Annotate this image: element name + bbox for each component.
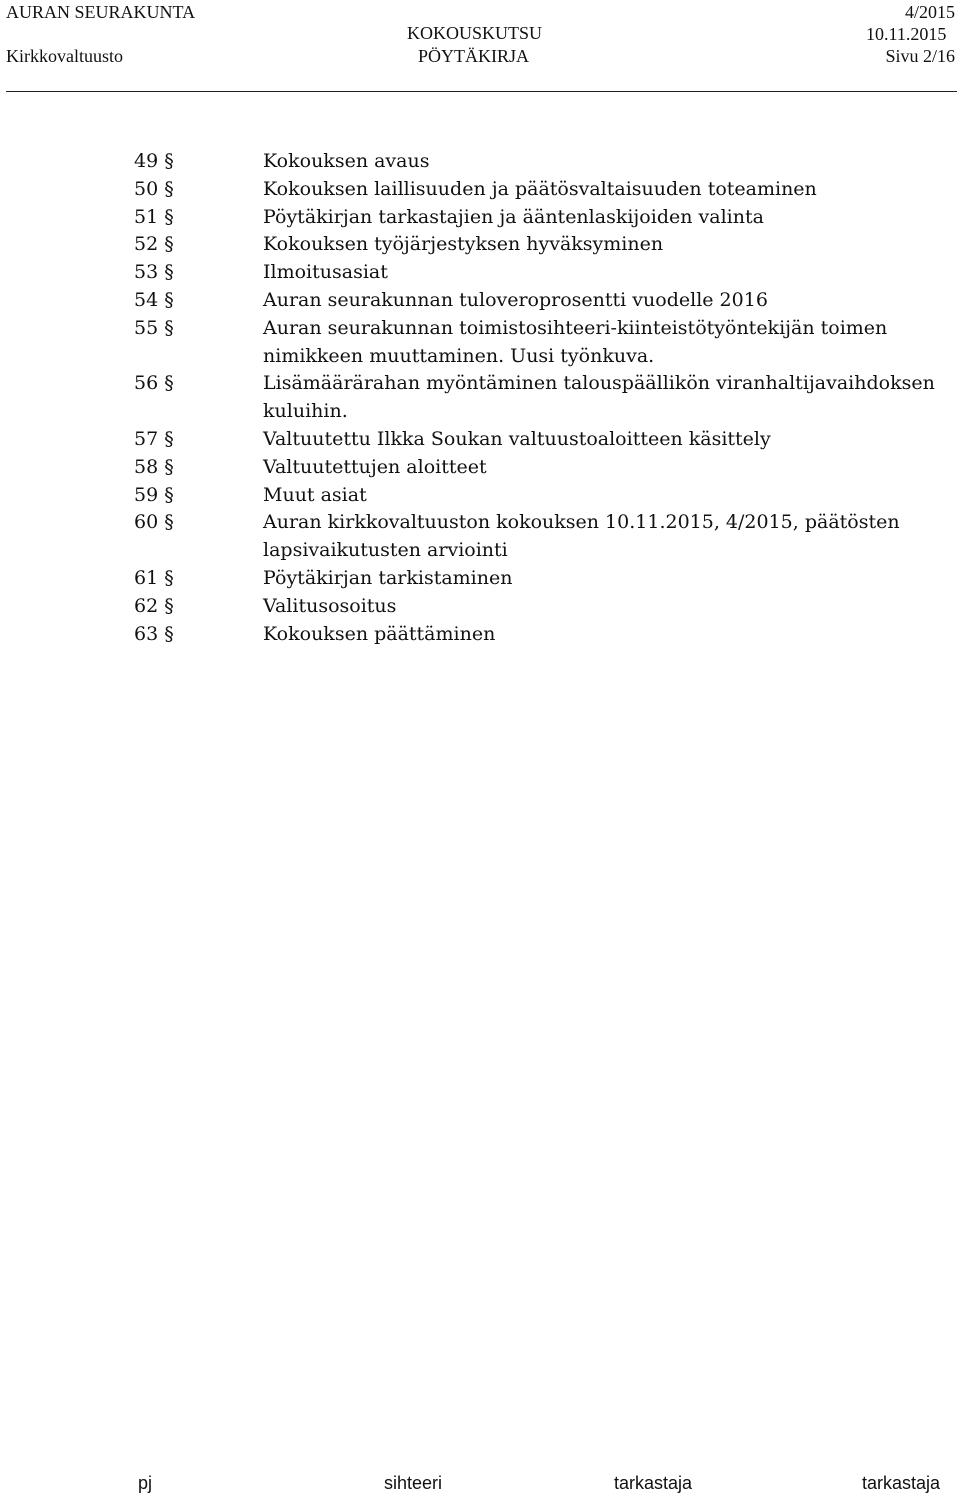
agenda-item	[0, 148, 960, 176]
agenda-item	[0, 259, 960, 287]
agenda-item-title: Ilmoitusasiat	[263, 261, 388, 284]
agenda-item	[0, 593, 960, 621]
agenda-item	[0, 454, 960, 482]
chair-signature-label: pj	[138, 1473, 153, 1493]
agenda-section-number: 51 §	[134, 205, 174, 228]
agenda-item	[0, 204, 960, 232]
agenda-item-title: Lisämäärärahan myöntäminen talouspäällikön viranhaltijavaihdoksen kuluihin.	[263, 372, 935, 423]
agenda-section-number: 57 §	[134, 427, 174, 450]
agenda-item	[0, 176, 960, 204]
agenda-item	[0, 231, 960, 259]
agenda-section-number: 55 §	[134, 316, 174, 339]
agenda-section-number: 58 §	[134, 455, 174, 478]
agenda-item	[0, 315, 960, 371]
page-number: Sivu 2/16	[885, 46, 955, 66]
agenda-item-title: Pöytäkirjan tarkastajien ja ääntenlaskijoiden valinta	[263, 205, 764, 228]
agenda-item-title: Valitusosoitus	[263, 594, 397, 617]
agenda-item	[0, 482, 960, 510]
agenda-item-title: Muut asiat	[263, 483, 367, 506]
agenda-item-title: Auran kirkkovaltuuston kokouksen 10.11.2015, 4/2015, päätösten lapsivaikutusten arviointi	[263, 511, 900, 562]
agenda-item-title: Pöytäkirjan tarkistaminen	[263, 566, 513, 589]
secretary-signature-label: sihteeri	[384, 1473, 443, 1493]
agenda-item	[0, 426, 960, 454]
agenda-section-number: 61 §	[134, 566, 174, 589]
agenda-item-title: Auran seurakunnan toimistosihteeri-kiinteistötyöntekijän toimen nimikkeen muuttaminen. Uusi työnkuva.	[263, 316, 888, 367]
agenda-section-number: 62 §	[134, 594, 174, 617]
governing-body: Kirkkovaltuusto	[6, 46, 123, 66]
agenda-section-number: 56 §	[134, 372, 174, 395]
agenda-section-number: 59 §	[134, 483, 174, 506]
agenda-section-number: 52 §	[134, 233, 174, 256]
document-type: KOKOUSKUTSU	[407, 23, 543, 43]
meeting-number: 4/2015	[904, 2, 955, 22]
agenda-section-number: 53 §	[134, 261, 174, 284]
agenda-item	[0, 509, 960, 565]
agenda-item-title: Valtuutettu Ilkka Soukan valtuustoaloitteen käsittely	[263, 427, 771, 450]
meeting-date: 10.11.2015	[866, 24, 947, 44]
examiner-signature-label: tarkastaja	[614, 1473, 693, 1493]
agenda-item-title: Kokouksen työjärjestyksen hyväksyminen	[263, 233, 664, 256]
agenda-section-number: 49 §	[134, 150, 174, 172]
agenda-item-title: Kokouksen päättäminen	[263, 622, 496, 645]
agenda-item-title: Valtuutettujen aloitteet	[263, 455, 487, 478]
agenda-list	[0, 148, 960, 648]
document-kind: PÖYTÄKIRJA	[418, 46, 530, 66]
page-header	[0, 0, 960, 92]
agenda-item-title: Kokouksen avaus	[263, 150, 430, 172]
agenda-item	[0, 370, 960, 426]
agenda-item	[0, 621, 960, 649]
agenda-item-title: Kokouksen laillisuuden ja päätösvaltaisuuden toteaminen	[263, 177, 817, 200]
organization-name: AURAN SEURAKUNTA	[6, 2, 196, 22]
agenda-section-number: 63 §	[134, 622, 174, 645]
agenda-section-number: 60 §	[134, 511, 174, 534]
agenda-section-number: 50 §	[134, 177, 174, 200]
examiner-signature-label: tarkastaja	[862, 1473, 941, 1493]
agenda-item	[0, 565, 960, 593]
agenda-item	[0, 287, 960, 315]
agenda-item-title: Auran seurakunnan tuloveroprosentti vuodelle 2016	[263, 288, 768, 311]
header-divider	[6, 91, 957, 92]
agenda-section-number: 54 §	[134, 288, 174, 311]
